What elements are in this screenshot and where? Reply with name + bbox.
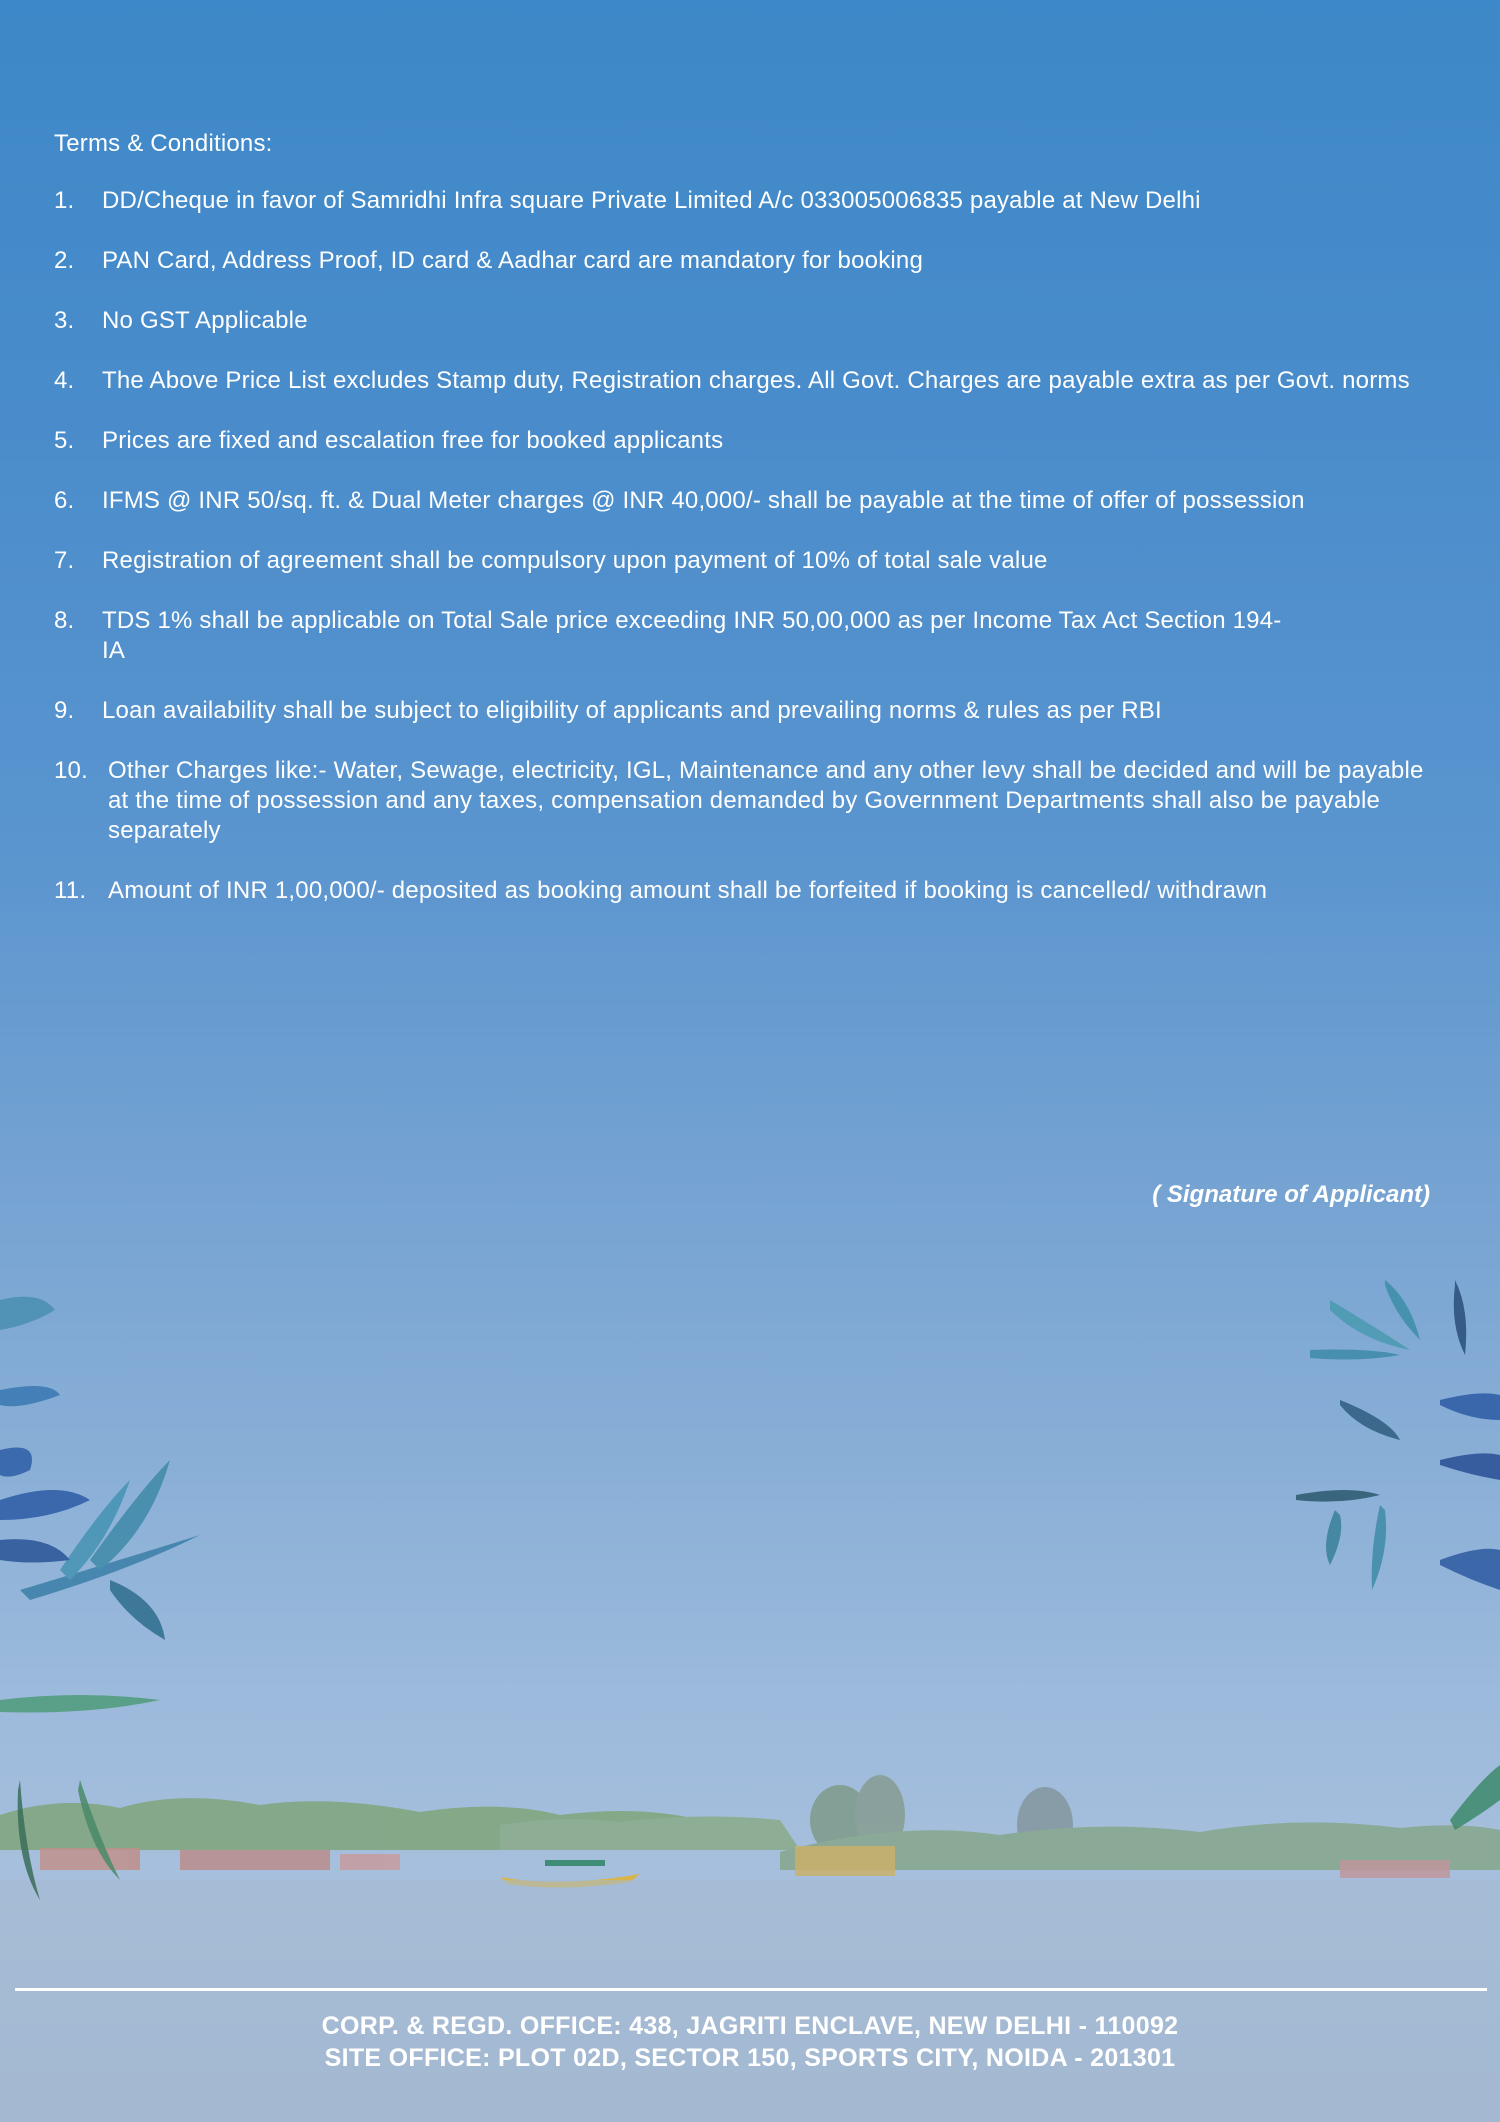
term-text: Other Charges like:- Water, Sewage, electricity, IGL, Maintenance and any other levy shall be decided and will be payable at the time of possession and any taxes, compensation demanded by Government Departments shall also be payable separately (108, 757, 1424, 844)
term-item-6 (54, 486, 1454, 516)
corp-office-address: CORP. & REGD. OFFICE: 438, JAGRITI ENCLAVE, NEW DELHI - 110092 (321, 2012, 1179, 2040)
term-item-4 (54, 366, 1454, 396)
term-item-8 (54, 606, 1454, 666)
term-number: 3. (54, 307, 75, 334)
lake-water (0, 1880, 1500, 2122)
term-number: 7. (54, 547, 75, 574)
term-text: No GST Applicable (102, 307, 308, 334)
term-text: DD/Cheque in favor of Samridhi Infra square Private Limited A/c 033005006835 payable at New Delhi (102, 187, 1201, 214)
term-text: PAN Card, Address Proof, ID card & Aadhar card are mandatory for booking (102, 247, 924, 274)
term-number: 8. (54, 607, 75, 634)
terms-heading: Terms & Conditions: (54, 130, 273, 157)
term-text: Loan availability shall be subject to eligibility of applicants and prevailing norms & rules as per RBI (102, 697, 1162, 724)
right-leaf-branch (1296, 1280, 1500, 1830)
footer-divider (15, 1988, 1487, 1991)
term-number: 1. (54, 187, 75, 214)
term-text: The Above Price List excludes Stamp duty, Registration charges. All Govt. Charges are payable extra as per Govt. norms (102, 367, 1410, 394)
term-number: 9. (54, 697, 75, 724)
term-text: Prices are fixed and escalation free for booked applicants (102, 427, 724, 454)
term-item-7 (54, 546, 1454, 576)
term-text: Amount of INR 1,00,000/- deposited as booking amount shall be forfeited if booking is cancelled/ withdrawn (108, 877, 1268, 904)
signature-of-applicant-label: ( Signature of Applicant) (1152, 1181, 1430, 1208)
term-number: 2. (54, 247, 75, 274)
term-item-10 (54, 756, 1454, 846)
term-item-2 (54, 246, 1454, 276)
term-item-9 (54, 696, 1454, 726)
site-office-address: SITE OFFICE: PLOT 02D, SECTOR 150, SPORTS CITY, NOIDA - 201301 (324, 2044, 1176, 2072)
term-number: 10. (54, 757, 88, 784)
term-text: TDS 1% shall be applicable on Total Sale price exceeding INR 50,00,000 as per Income Tax Act Section 194-IA (102, 607, 1282, 664)
term-item-3 (54, 306, 1454, 336)
term-number: 11. (54, 877, 87, 904)
terms-section (54, 130, 1454, 936)
term-number: 4. (54, 367, 75, 394)
term-item-11 (54, 876, 1454, 906)
term-text: IFMS @ INR 50/sq. ft. & Dual Meter charges @ INR 40,000/- shall be payable at the time of offer of possession (102, 487, 1305, 514)
term-item-1 (54, 186, 1454, 216)
term-text: Registration of agreement shall be compulsory upon payment of 10% of total sale value (102, 547, 1048, 574)
term-item-5 (54, 426, 1454, 456)
term-number: 5. (54, 427, 75, 454)
term-number: 6. (54, 487, 75, 514)
